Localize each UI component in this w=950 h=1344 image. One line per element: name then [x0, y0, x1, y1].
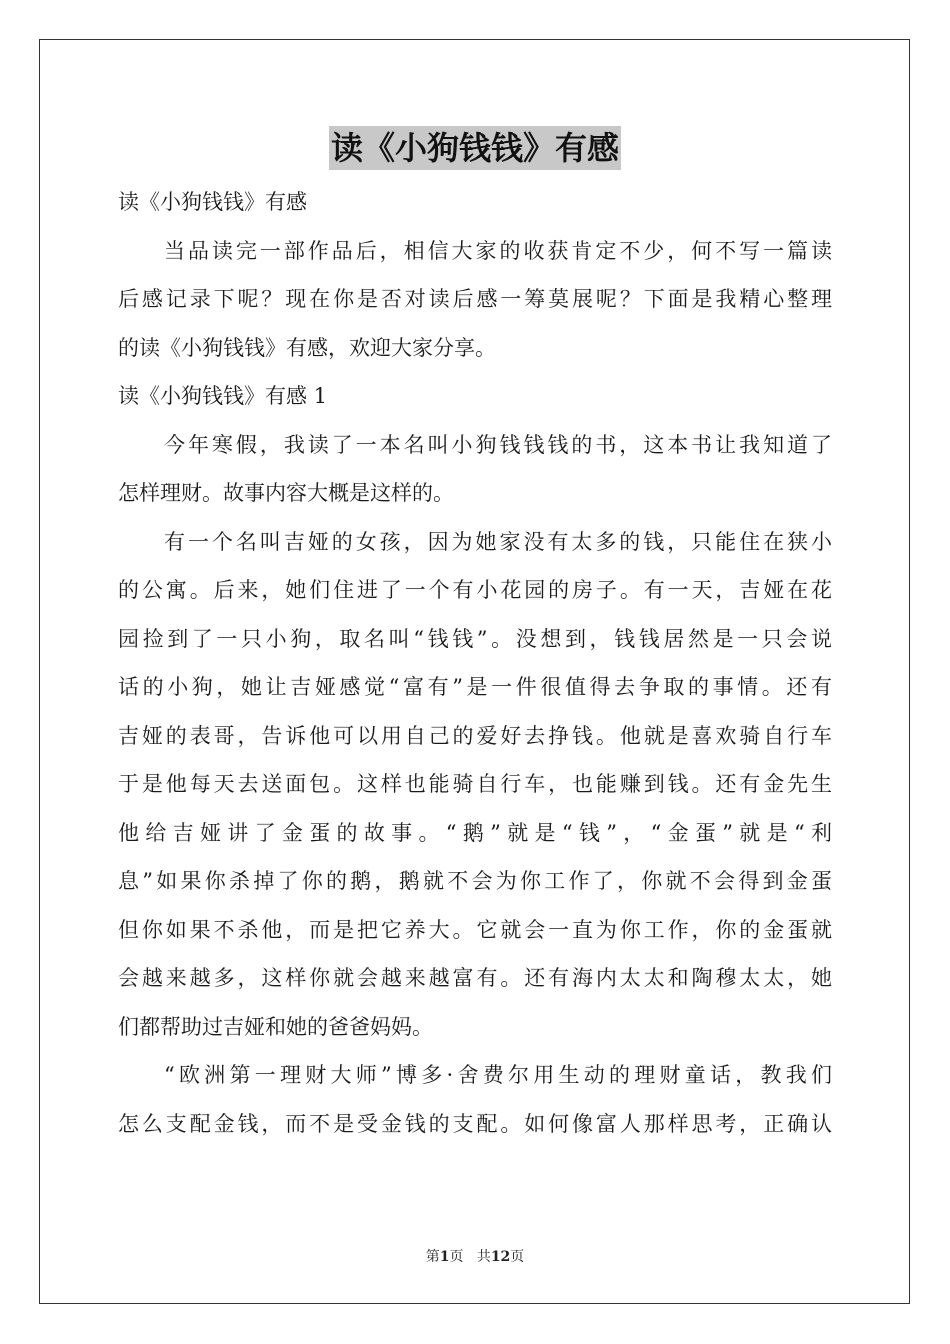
text-line: 读《小狗钱钱》有感 — [118, 190, 307, 214]
text-line: 怎样理财。故事内容大概是这样的。 — [118, 481, 454, 505]
document-title: 读《小狗钱钱》有感 — [329, 126, 621, 170]
page-prefix: 第 — [425, 1249, 440, 1265]
total-pages-number: 12 — [490, 1249, 511, 1265]
text-line: 会越来越多，这样你就会越来越富有。还有海内太太和陶穆太太，她 — [118, 966, 832, 990]
text-line: 怎么支配金钱，而不是受金钱的支配。如何像富人那样思考，正确认 — [118, 1111, 832, 1136]
text-line: 后感记录下呢？现在你是否对读后感一筹莫展呢？下面是我精心整理 — [118, 287, 832, 311]
title-row — [0, 126, 950, 170]
text-line: 吉娅的表哥，告诉他可以用自己的爱好去挣钱。他就是喜欢骑自行车 — [118, 723, 832, 748]
text-line: 息”如果你杀掉了你的鹅，鹅就不会为你工作了，你就不会得到金蛋 — [118, 869, 832, 893]
text-line: 园捡到了一只小狗，取名叫“钱钱”。没想到，钱钱居然是一只会说 — [118, 626, 832, 651]
document-body — [118, 178, 832, 1148]
text-line: 们都帮助过吉娅和她的爸爸妈妈。 — [118, 1014, 433, 1039]
text-line: 的读《小狗钱钱》有感，欢迎大家分享。 — [118, 335, 496, 360]
text-line: 今年寒假，我读了一本名叫小狗钱钱钱的书，这本书让我知道了 — [164, 432, 832, 457]
text-line: 他给吉娅讲了金蛋的故事。“鹅”就是“钱”，“金蛋”就是“利 — [118, 820, 832, 845]
page-unit: 页 — [449, 1249, 464, 1265]
text-line: 有一个名叫吉娅的女孩，因为她家没有太多的钱，只能住在狭小 — [164, 529, 832, 554]
text-line: 读《小狗钱钱》有感 1 — [118, 384, 328, 408]
text-line: “欧洲第一理财大师”博多·舍费尔用生动的理财童话，教我们 — [164, 1063, 832, 1087]
text-line: 但你如果不杀他，而是把它养大。它就会一直为你工作，你的金蛋就 — [118, 917, 832, 942]
total-unit: 页 — [510, 1249, 525, 1265]
current-page-number: 1 — [439, 1249, 450, 1265]
page-footer — [0, 1246, 950, 1266]
text-line: 的公寓。后来，她们住进了一个有小花园的房子。有一天，吉娅在花 — [118, 578, 832, 602]
total-prefix: 共 — [476, 1249, 491, 1265]
text-line: 话的小狗，她让吉娅感觉“富有”是一件很值得去争取的事情。还有 — [118, 675, 832, 699]
text-line: 当品读完一部作品后，相信大家的收获肯定不少，何不写一篇读 — [164, 238, 832, 263]
text-line: 于是他每天去送面包。这样也能骑自行车，也能赚到钱。还有金先生 — [118, 772, 832, 796]
